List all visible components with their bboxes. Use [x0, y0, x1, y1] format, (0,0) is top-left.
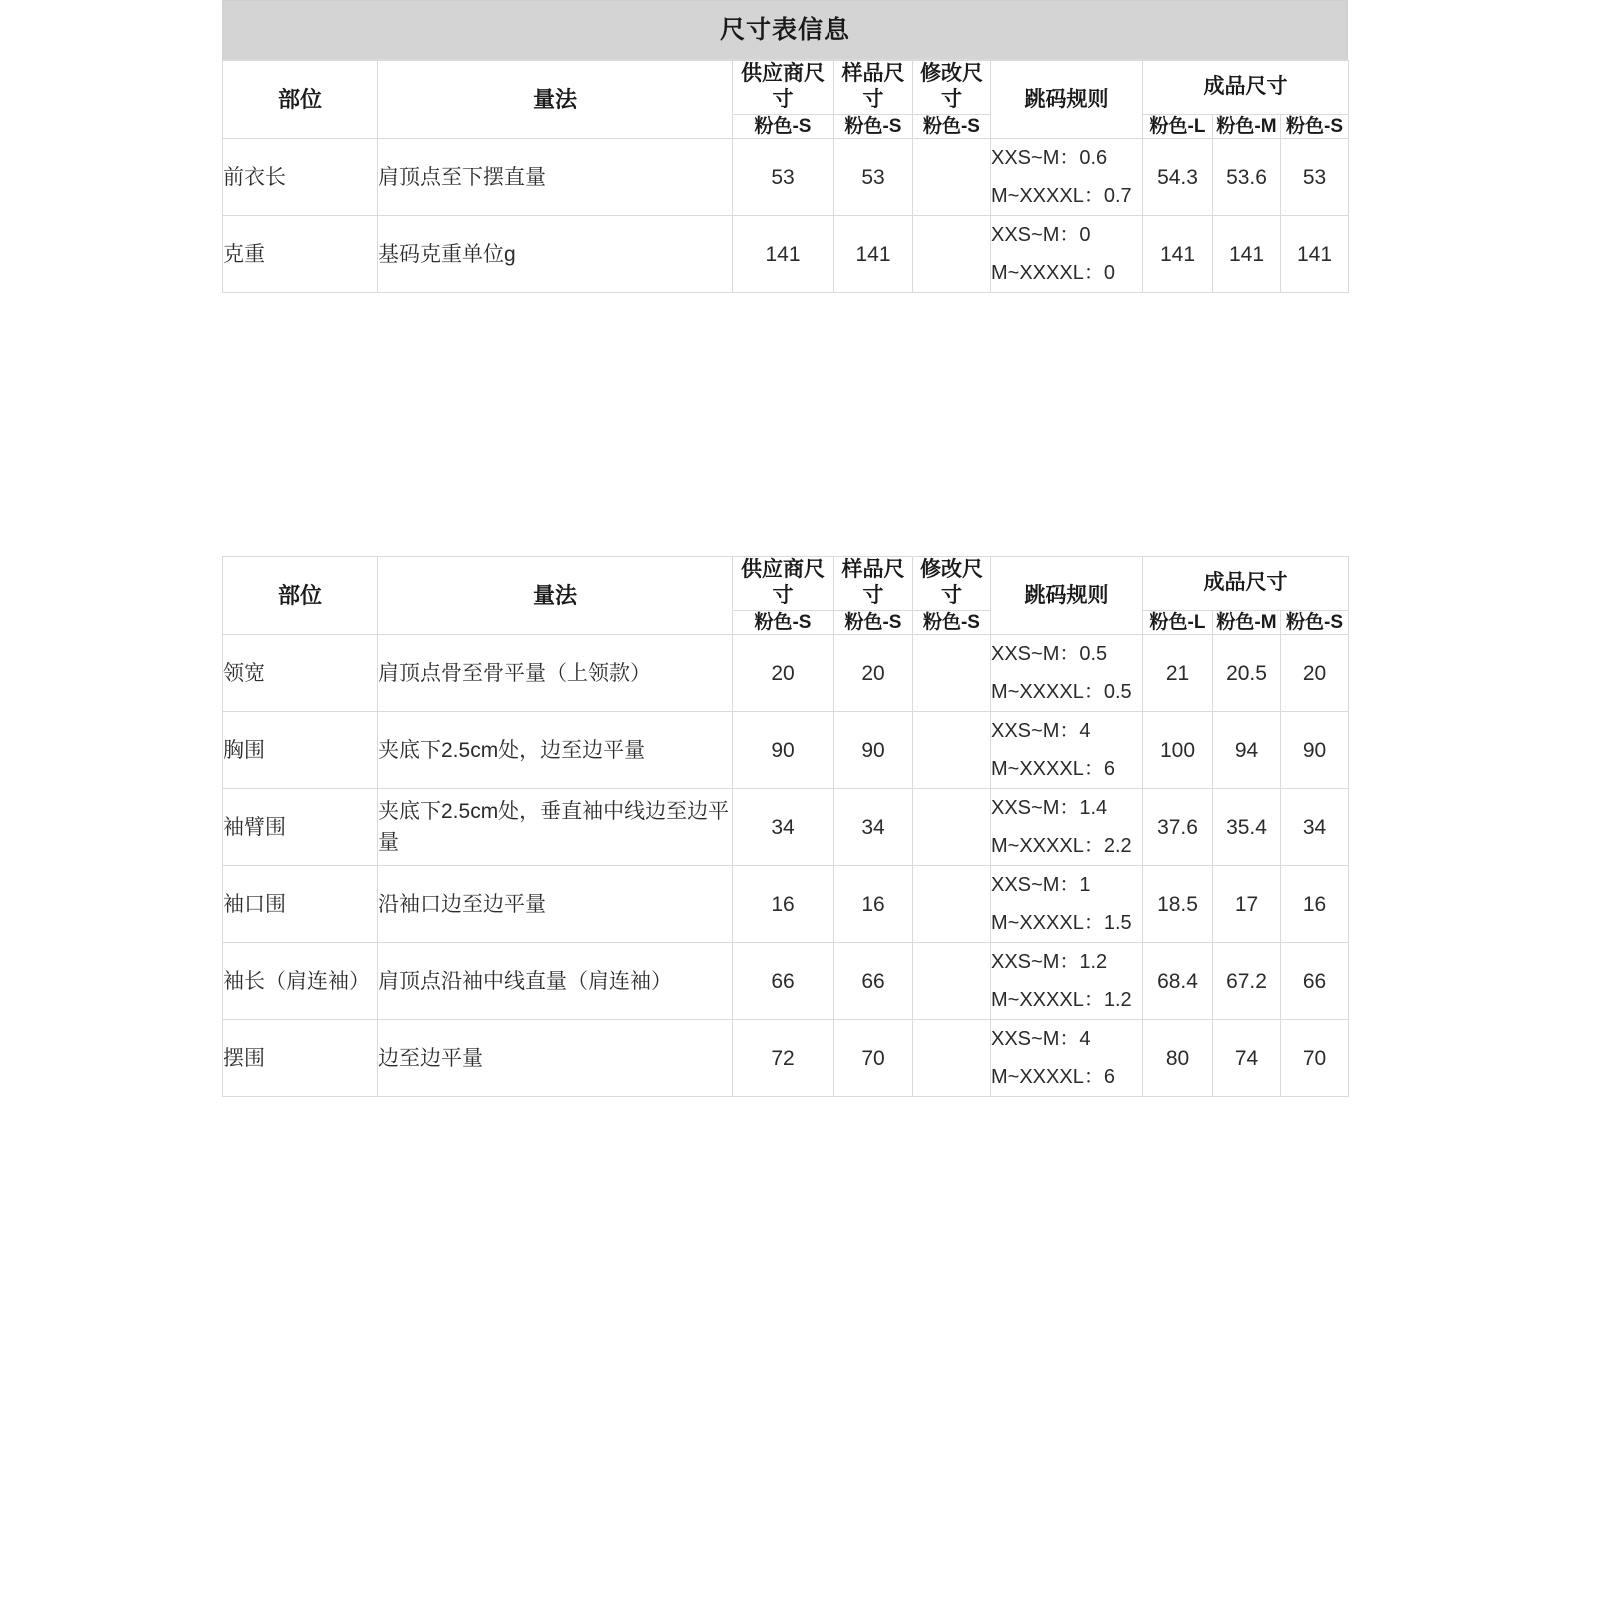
cell-finished-s: 53 — [1281, 139, 1349, 216]
cell-part: 克重 — [223, 216, 378, 293]
size-chart-table-2 — [222, 556, 1349, 1097]
column-header-sample-size: 样品尺寸 — [834, 61, 913, 115]
column-subheader-finished-m: 粉色-M — [1213, 610, 1281, 635]
column-subheader-finished-l: 粉色-L — [1143, 114, 1213, 139]
cell-part: 领宽 — [223, 635, 378, 712]
cell-grading-rule — [991, 943, 1143, 1020]
column-subheader-sample-color: 粉色-S — [834, 114, 913, 139]
size-chart-section-2 — [222, 556, 1348, 1097]
cell-finished-s: 20 — [1281, 635, 1349, 712]
cell-modified — [913, 789, 991, 866]
table-row — [223, 139, 1349, 216]
cell-modified — [913, 943, 991, 1020]
cell-sample: 34 — [834, 789, 913, 866]
column-header-modified-size: 修改尺寸 — [913, 61, 991, 115]
column-header-supplier-size: 供应商尺寸 — [733, 61, 834, 115]
grading-rule-line-1: XXS~M：0.5 — [991, 643, 1108, 666]
table-row — [223, 866, 1349, 943]
cell-supplier: 66 — [733, 943, 834, 1020]
cell-part: 摆围 — [223, 1020, 378, 1097]
cell-part: 胸围 — [223, 712, 378, 789]
cell-supplier: 20 — [733, 635, 834, 712]
cell-finished-s: 66 — [1281, 943, 1349, 1020]
cell-finished-m: 20.5 — [1213, 635, 1281, 712]
cell-finished-l: 54.3 — [1143, 139, 1213, 216]
table-header — [223, 557, 1349, 635]
cell-supplier: 16 — [733, 866, 834, 943]
cell-finished-l: 141 — [1143, 216, 1213, 293]
cell-supplier: 141 — [733, 216, 834, 293]
cell-grading-rule — [991, 139, 1143, 216]
table-body-1 — [223, 139, 1349, 293]
page-title: 尺寸表信息 — [222, 0, 1348, 60]
grading-rule-line-2: M~XXXXL：6 — [991, 1066, 1115, 1089]
cell-part: 袖口围 — [223, 866, 378, 943]
cell-finished-m: 17 — [1213, 866, 1281, 943]
grading-rule-line-2: M~XXXXL：0.7 — [991, 185, 1132, 208]
cell-modified — [913, 866, 991, 943]
cell-finished-l: 18.5 — [1143, 866, 1213, 943]
column-subheader-finished-l: 粉色-L — [1143, 610, 1213, 635]
grading-rule-line-1: XXS~M：4 — [991, 1028, 1091, 1051]
cell-finished-s: 34 — [1281, 789, 1349, 866]
cell-grading-rule — [991, 712, 1143, 789]
cell-sample: 20 — [834, 635, 913, 712]
column-header-method: 量法 — [378, 61, 733, 139]
cell-method: 夹底下2.5cm处，边至边平量 — [378, 712, 733, 789]
cell-sample: 90 — [834, 712, 913, 789]
cell-sample: 70 — [834, 1020, 913, 1097]
cell-grading-rule — [991, 866, 1143, 943]
cell-supplier: 90 — [733, 712, 834, 789]
grading-rule-line-1: XXS~M：0 — [991, 224, 1091, 247]
cell-sample: 141 — [834, 216, 913, 293]
cell-method: 肩顶点骨至骨平量（上领款） — [378, 635, 733, 712]
cell-method: 肩顶点沿袖中线直量（肩连袖） — [378, 943, 733, 1020]
cell-finished-s: 16 — [1281, 866, 1349, 943]
column-header-modified-size: 修改尺寸 — [913, 557, 991, 611]
column-header-method: 量法 — [378, 557, 733, 635]
cell-grading-rule — [991, 789, 1143, 866]
table-row — [223, 943, 1349, 1020]
cell-sample: 53 — [834, 139, 913, 216]
grading-rule-line-2: M~XXXXL：0.5 — [991, 681, 1132, 704]
cell-finished-m: 67.2 — [1213, 943, 1281, 1020]
grading-rule-line-2: M~XXXXL：2.2 — [991, 835, 1132, 858]
column-header-finished-size: 成品尺寸 — [1143, 61, 1349, 115]
column-subheader-supplier-color: 粉色-S — [733, 114, 834, 139]
cell-grading-rule — [991, 635, 1143, 712]
cell-finished-l: 37.6 — [1143, 789, 1213, 866]
cell-supplier: 53 — [733, 139, 834, 216]
size-chart-section-1 — [222, 0, 1348, 293]
cell-finished-l: 68.4 — [1143, 943, 1213, 1020]
table-row — [223, 1020, 1349, 1097]
table-row — [223, 216, 1349, 293]
cell-grading-rule — [991, 216, 1143, 293]
grading-rule-line-2: M~XXXXL：1.5 — [991, 912, 1132, 935]
cell-finished-m: 141 — [1213, 216, 1281, 293]
column-header-finished-size: 成品尺寸 — [1143, 557, 1349, 611]
grading-rule-line-1: XXS~M：1.4 — [991, 797, 1108, 820]
cell-sample: 16 — [834, 866, 913, 943]
table-body-2 — [223, 635, 1349, 1097]
cell-sample: 66 — [834, 943, 913, 1020]
grading-rule-line-1: XXS~M：1 — [991, 874, 1091, 897]
cell-finished-l: 21 — [1143, 635, 1213, 712]
cell-method: 肩顶点至下摆直量 — [378, 139, 733, 216]
grading-rule-line-2: M~XXXXL：6 — [991, 758, 1115, 781]
cell-method: 沿袖口边至边平量 — [378, 866, 733, 943]
cell-part: 袖臂围 — [223, 789, 378, 866]
cell-method: 基码克重单位g — [378, 216, 733, 293]
column-header-supplier-size: 供应商尺寸 — [733, 557, 834, 611]
cell-finished-s: 90 — [1281, 712, 1349, 789]
column-subheader-modified-color: 粉色-S — [913, 610, 991, 635]
column-header-sample-size: 样品尺寸 — [834, 557, 913, 611]
grading-rule-line-1: XXS~M：1.2 — [991, 951, 1108, 974]
cell-finished-l: 100 — [1143, 712, 1213, 789]
table-row — [223, 789, 1349, 866]
grading-rule-line-1: XXS~M：4 — [991, 720, 1091, 743]
cell-finished-s: 141 — [1281, 216, 1349, 293]
cell-modified — [913, 216, 991, 293]
cell-method: 边至边平量 — [378, 1020, 733, 1097]
cell-finished-m: 74 — [1213, 1020, 1281, 1097]
size-chart-table-1 — [222, 60, 1349, 293]
column-subheader-finished-s: 粉色-S — [1281, 114, 1349, 139]
column-header-grading-rule: 跳码规则 — [991, 557, 1143, 635]
grading-rule-line-2: M~XXXXL：1.2 — [991, 989, 1132, 1012]
cell-part: 袖长（肩连袖） — [223, 943, 378, 1020]
column-header-part: 部位 — [223, 557, 378, 635]
column-header-part: 部位 — [223, 61, 378, 139]
column-subheader-supplier-color: 粉色-S — [733, 610, 834, 635]
cell-part: 前衣长 — [223, 139, 378, 216]
cell-method: 夹底下2.5cm处，垂直袖中线边至边平量 — [378, 789, 733, 866]
column-subheader-finished-m: 粉色-M — [1213, 114, 1281, 139]
cell-grading-rule — [991, 1020, 1143, 1097]
cell-finished-m: 35.4 — [1213, 789, 1281, 866]
cell-modified — [913, 635, 991, 712]
cell-finished-m: 53.6 — [1213, 139, 1281, 216]
cell-modified — [913, 1020, 991, 1097]
cell-finished-l: 80 — [1143, 1020, 1213, 1097]
cell-modified — [913, 712, 991, 789]
cell-finished-s: 70 — [1281, 1020, 1349, 1097]
cell-finished-m: 94 — [1213, 712, 1281, 789]
cell-supplier: 34 — [733, 789, 834, 866]
table-row — [223, 635, 1349, 712]
cell-modified — [913, 139, 991, 216]
table-header — [223, 61, 1349, 139]
grading-rule-line-2: M~XXXXL：0 — [991, 262, 1115, 285]
column-subheader-sample-color: 粉色-S — [834, 610, 913, 635]
column-subheader-finished-s: 粉色-S — [1281, 610, 1349, 635]
table-row — [223, 712, 1349, 789]
column-header-grading-rule: 跳码规则 — [991, 61, 1143, 139]
cell-supplier: 72 — [733, 1020, 834, 1097]
column-subheader-modified-color: 粉色-S — [913, 114, 991, 139]
grading-rule-line-1: XXS~M：0.6 — [991, 147, 1108, 170]
